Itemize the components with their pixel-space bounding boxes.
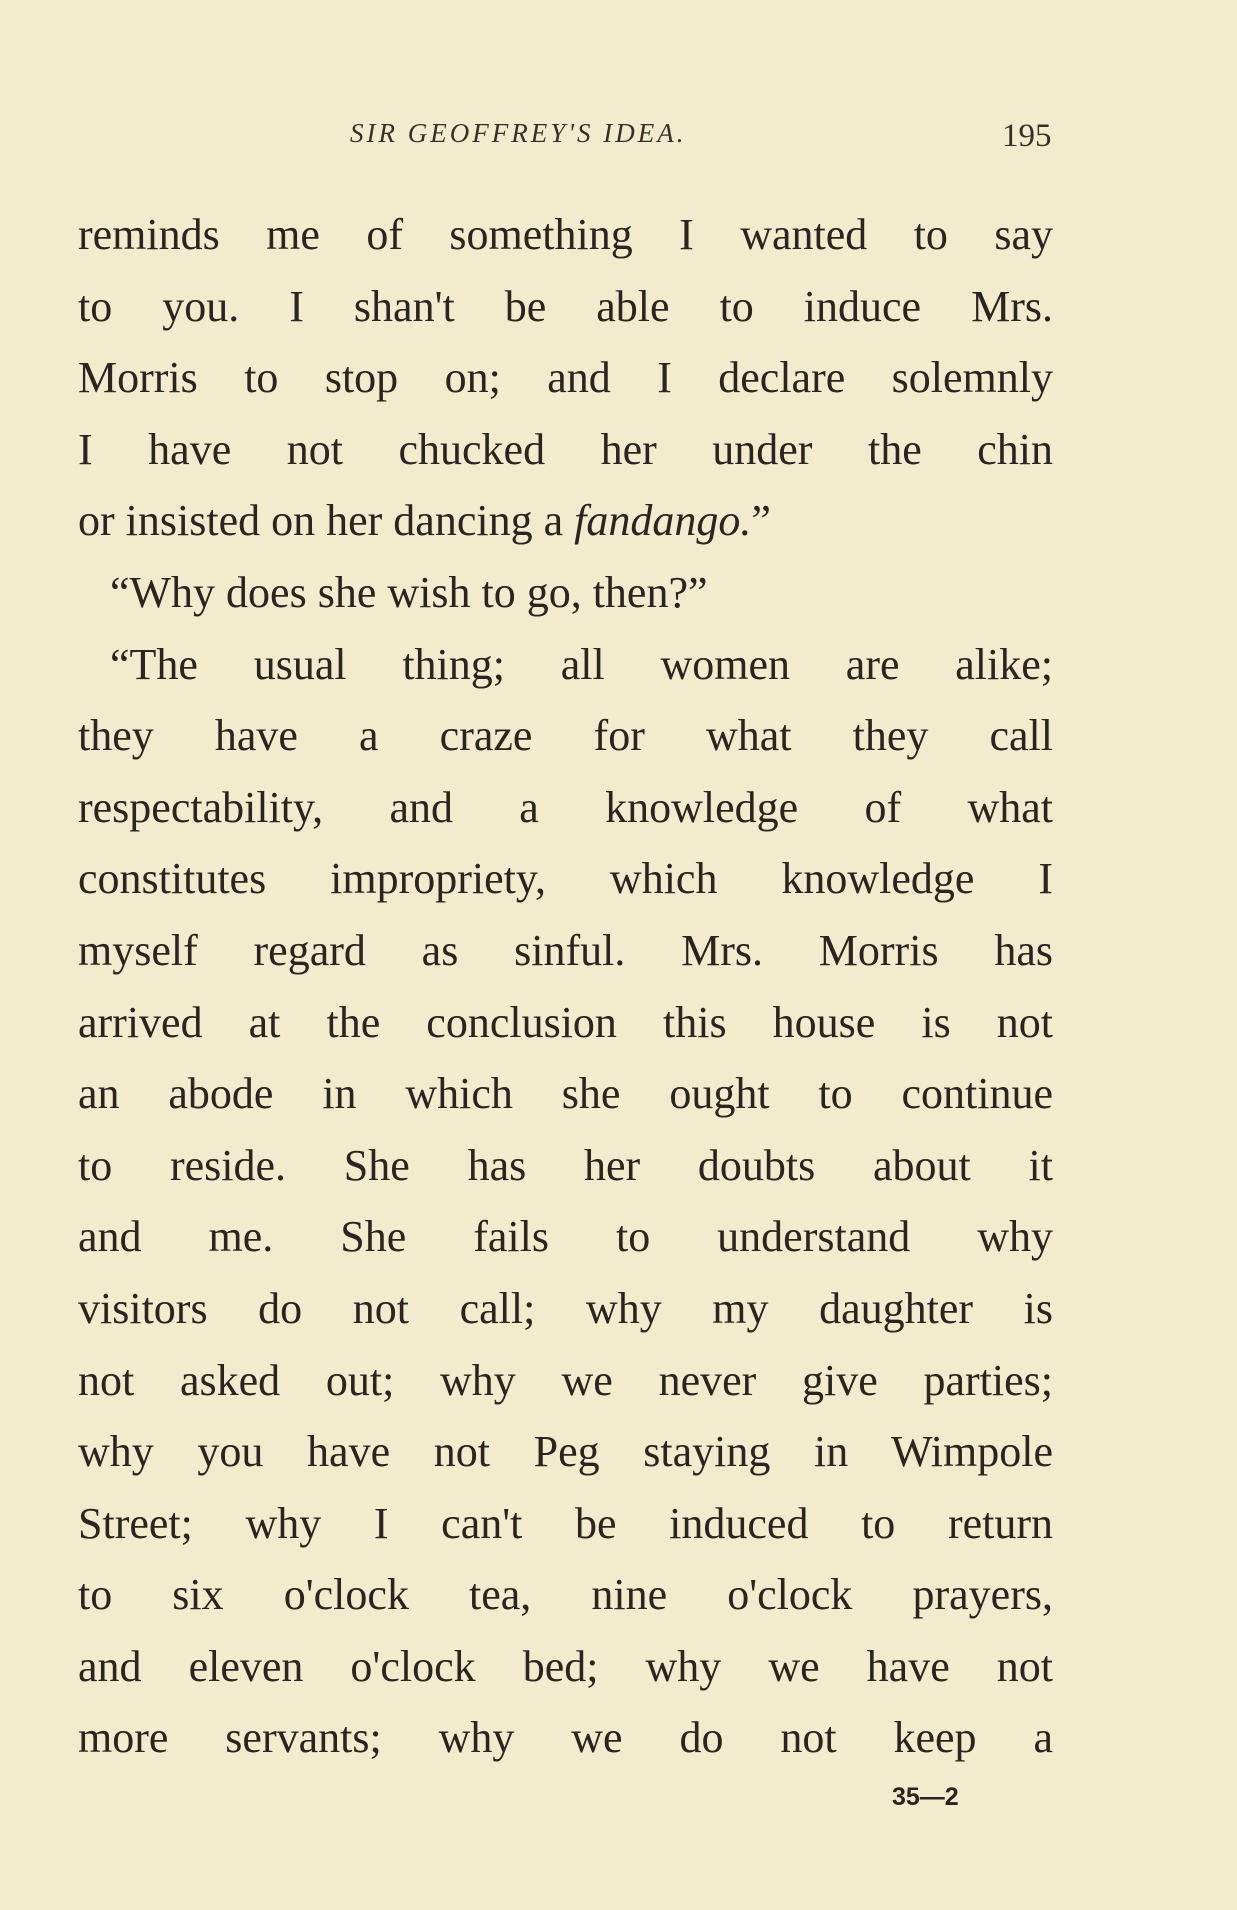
text-line: why you have not Peg staying in Wimpole: [78, 1427, 1053, 1477]
text-line: reminds me of something I wanted to say: [78, 210, 1053, 259]
text-line: respectability, and a knowledge of what: [78, 782, 1053, 832]
text-line: visitors do not call; why my daughter is: [78, 1283, 1053, 1333]
text-line: to you. I shan't be able to induce Mrs.: [78, 281, 1053, 331]
text-line: myself regard as sinful. Mrs. Morris has: [78, 925, 1053, 975]
signature-mark: 35—2: [892, 1783, 959, 1811]
text-line: I have not chucked her under the chin: [78, 424, 1053, 474]
text-line: and eleven o'clock bed; why we have not: [78, 1641, 1053, 1691]
text-line: “The usual thing; all women are alike;: [110, 639, 1053, 689]
body-text: [78, 199, 1053, 1774]
text-line: Street; why I can't be induced to return: [78, 1498, 1053, 1548]
text-line: Morris to stop on; and I declare solemnly: [78, 353, 1053, 403]
text-line: to reside. She has her doubts about it: [78, 1140, 1053, 1190]
text-line: to six o'clock tea, nine o'clock prayers,: [78, 1570, 1053, 1620]
closing-quote: ”: [751, 496, 771, 546]
text-line: an abode in which she ought to continue: [78, 1069, 1053, 1119]
text-line: more servants; why we do not keep a: [78, 1713, 1053, 1763]
page-number: 195: [1002, 118, 1052, 154]
text-line: and me. She fails to understand why: [78, 1212, 1053, 1262]
text-line: constitutes impropriety, which knowledge I: [78, 854, 1053, 904]
text-line: [78, 485, 1053, 557]
running-title: SIR GEOFFREY'S IDEA.: [350, 118, 687, 148]
text-line: not asked out; why we never give parties;: [78, 1355, 1053, 1405]
text-line: they have a craze for what they call: [78, 711, 1053, 761]
text-line: arrived at the conclusion this house is not: [78, 997, 1053, 1047]
text-line: “Why does she wish to go, then?”: [110, 567, 708, 617]
italic-word: fandango.: [574, 496, 752, 546]
text-fragment: or insisted on her dancing a: [78, 496, 575, 546]
